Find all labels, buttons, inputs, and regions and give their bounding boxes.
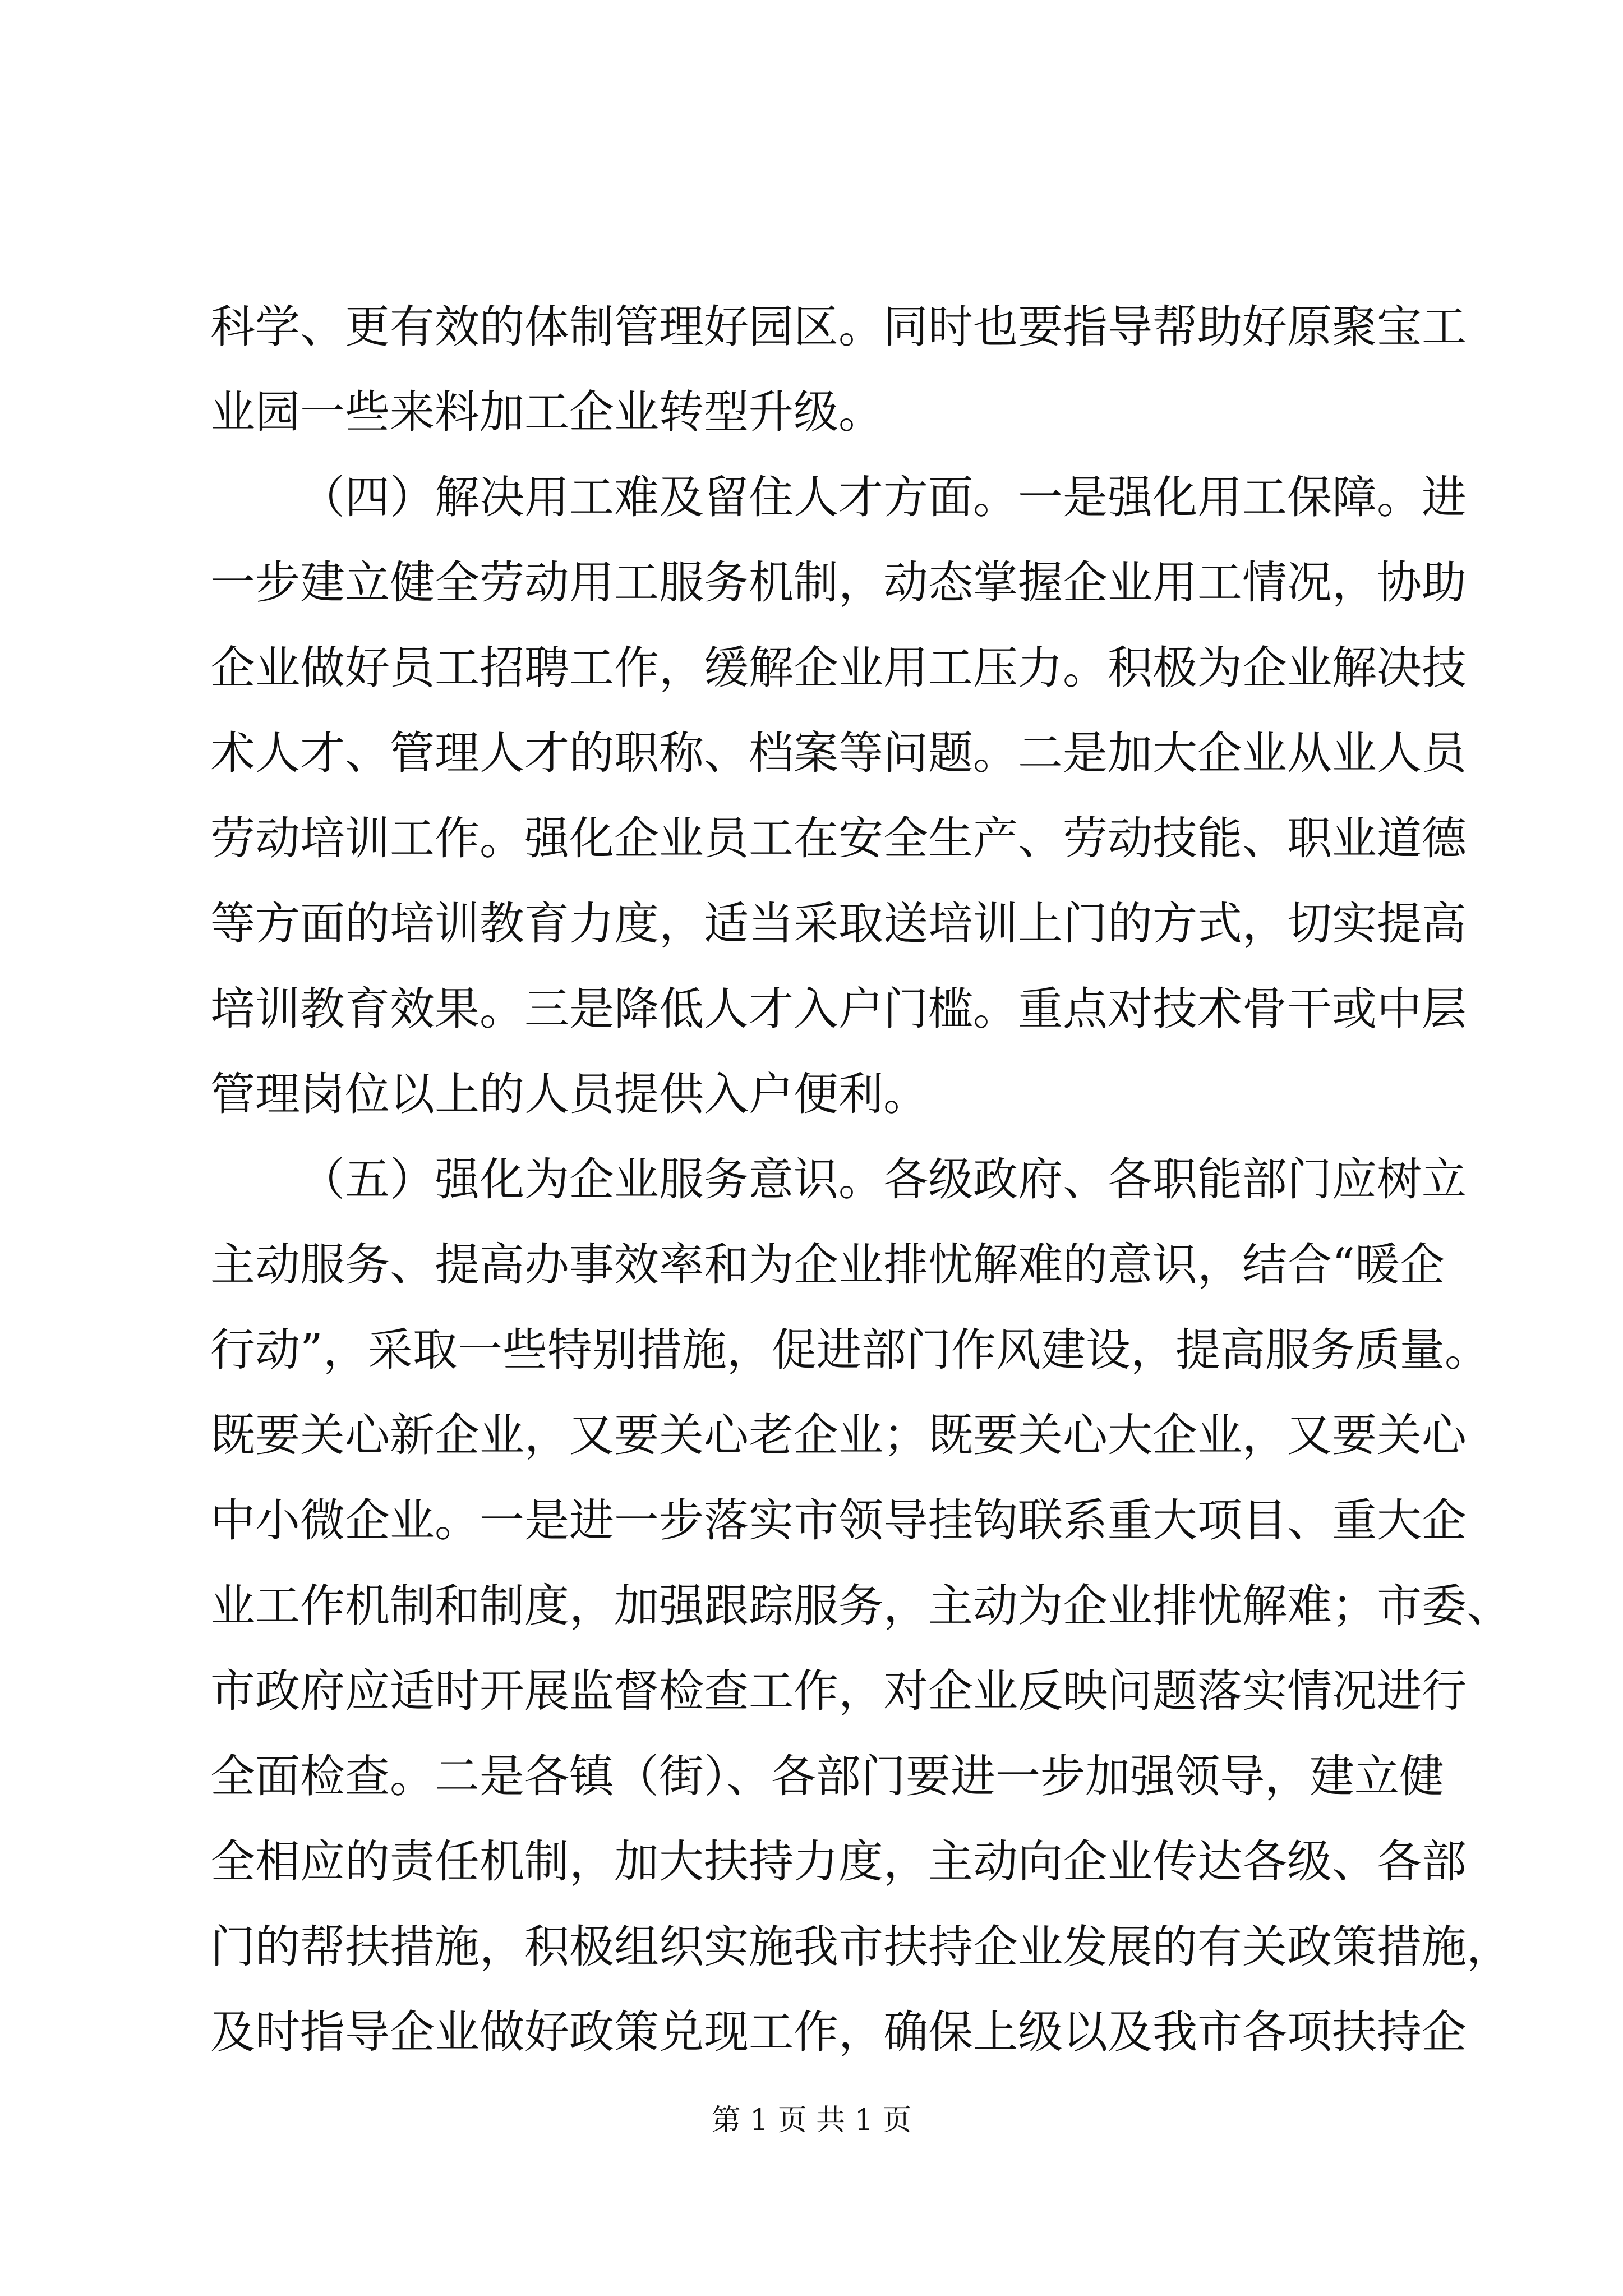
text-line: 全面检查。二是各镇（街）、各部门要进一步加强领导，建立健 [210, 1750, 1444, 1802]
text-line: 市政府应适时开展监督检查工作，对企业反映问题落实情况进行 [210, 1665, 1467, 1717]
text-line: 中小微企业。一是进一步落实市领导挂钩联系重大项目、重大企 [210, 1494, 1467, 1547]
text-line: 术人才、管理人才的职称、档案等问题。二是加大企业从业人员 [210, 727, 1467, 779]
text-line: 业工作机制和制度，加强跟踪服务，主动为企业排忧解难；市委、 [210, 1580, 1511, 1632]
text-line: 等方面的培训教育力度，适当采取送培训上门的方式，切实提高 [210, 898, 1467, 950]
text-line: （五）强化为企业服务意识。各级政府、各职能部门应树立 [300, 1153, 1467, 1205]
text-line: 行动”，采取一些特别措施，促进部门作风建设，提高服务质量。 [210, 1324, 1490, 1376]
text-line: 业园一些来料加工企业转型升级。 [210, 386, 883, 438]
text-line: 及时指导企业做好政策兑现工作，确保上级以及我市各项扶持企 [210, 2006, 1467, 2058]
text-line: 门的帮扶措施，积极组织实施我市扶持企业发展的有关政策措施， [210, 1921, 1511, 1973]
text-line: 管理岗位以上的人员提供入户便利。 [210, 1068, 928, 1120]
text-line: 既要关心新企业，又要关心老企业；既要关心大企业，又要关心 [210, 1409, 1467, 1461]
text-line: 一步建立健全劳动用工服务机制，动态掌握企业用工情况，协助 [210, 556, 1467, 609]
text-line: 劳动培训工作。强化企业员工在安全生产、劳动技能、职业道德 [210, 812, 1467, 864]
text-line: （四）解决用工难及留住人才方面。一是强化用工保障。进 [300, 471, 1467, 523]
text-line: 科学、更有效的体制管理好园区。同时也要指导帮助好原聚宝工 [210, 301, 1467, 353]
text-line: 全相应的责任机制，加大扶持力度，主动向企业传达各级、各部 [210, 1835, 1467, 1888]
text-line: 企业做好员工招聘工作，缓解企业用工压力。积极为企业解决技 [210, 642, 1467, 694]
page-footer: 第 1 页 共 1 页 [711, 2104, 912, 2137]
text-line: 主动服务、提高办事效率和为企业排忧解难的意识，结合“暖企 [210, 1239, 1445, 1291]
text-line: 培训教育效果。三是降低人才入户门槛。重点对技术骨干或中层 [210, 983, 1467, 1035]
